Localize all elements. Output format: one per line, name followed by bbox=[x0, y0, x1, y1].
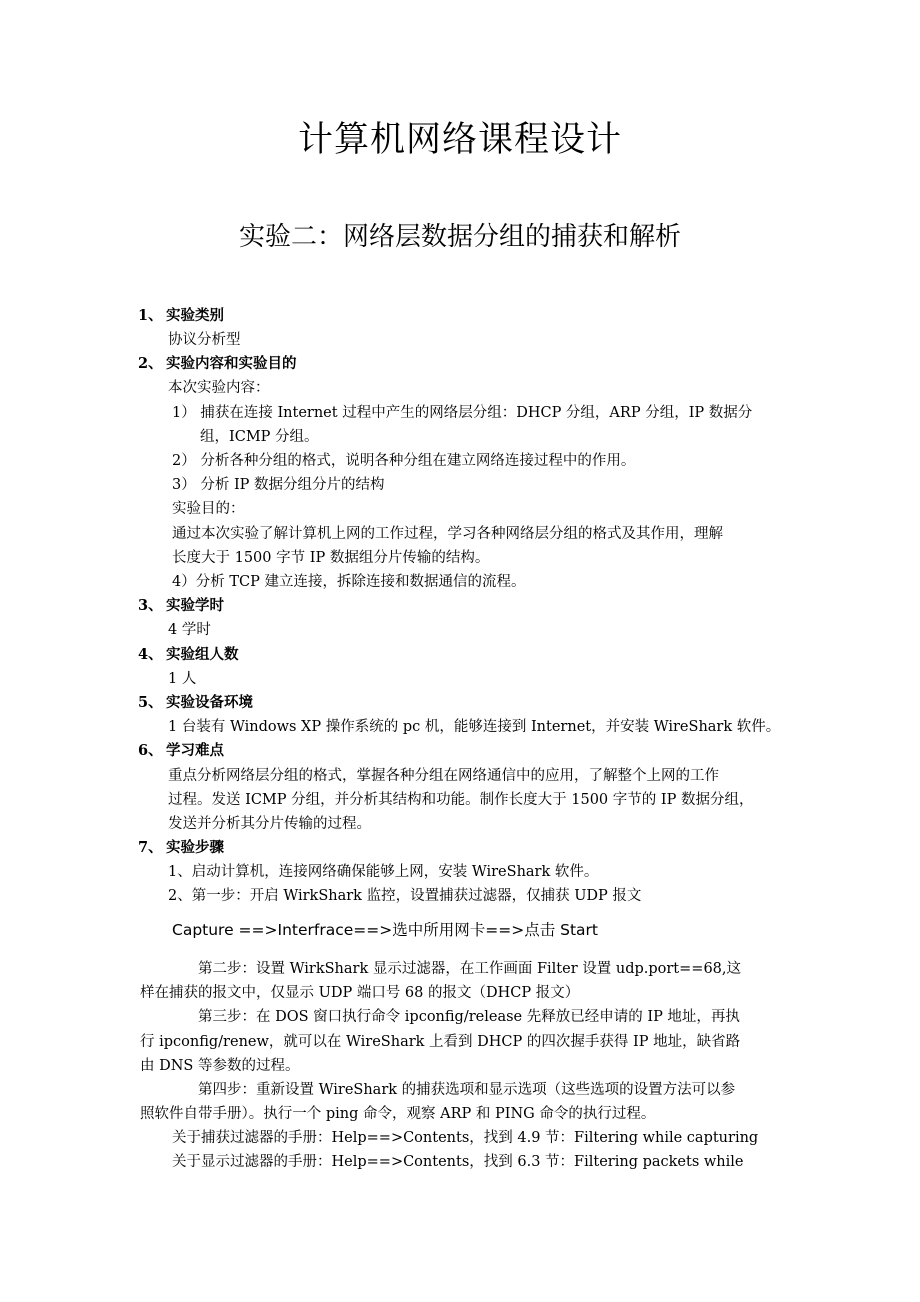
content-item-3: 3） 分析 IP 数据分组分片的结构 bbox=[172, 477, 385, 493]
section-number: 3、 bbox=[138, 597, 163, 614]
section-body-1: 协议分析型 bbox=[168, 332, 241, 348]
section-heading-7 bbox=[138, 839, 224, 857]
content-item-4: 4）分析 TCP 建立连接，拆除连接和数据通信的流程。 bbox=[172, 574, 526, 590]
manual-display-filter: 关于显示过滤器的手册：Help==>Contents，找到 6.3 节：Filtering packets while bbox=[172, 1154, 744, 1170]
section-body-3: 4 学时 bbox=[168, 622, 211, 638]
section-heading-4 bbox=[138, 646, 239, 664]
step-dos-command: 第三步：在 DOS 窗口执行命令 ipconfig/release 先释放已经申请的 IP 地址，再执 bbox=[198, 1009, 740, 1025]
step-ping: 第四步：重新设置 WireShark 的捕获选项和显示选项（这些选项的设置方法可以参 bbox=[198, 1082, 736, 1098]
section-title: 实验组人数 bbox=[166, 646, 239, 663]
purpose-text-cont: 长度大于 1500 字节 IP 数据组分片传输的结构。 bbox=[172, 550, 490, 566]
difficulty-text-3: 发送并分析其分片传输的过程。 bbox=[168, 816, 371, 832]
section-heading-6 bbox=[138, 742, 224, 760]
section-heading-2 bbox=[138, 355, 297, 373]
step-display-filter: 第二步：设置 WirkShark 显示过滤器，在工作画面 Filter 设置 udp.port==68,这 bbox=[198, 961, 741, 977]
purpose-label: 实验目的： bbox=[172, 501, 245, 517]
section-title: 实验学时 bbox=[166, 597, 224, 614]
section-title: 实验设备环境 bbox=[166, 694, 253, 711]
difficulty-text: 重点分析网络层分组的格式，掌握各种分组在网络通信中的应用，了解整个上网的工作 bbox=[168, 768, 719, 784]
section-body-5: 1 台装有 Windows XP 操作系统的 pc 机，能够连接到 Internet，并安装 WireShark 软件。 bbox=[168, 719, 781, 735]
step-1: 1、启动计算机，连接网络确保能够上网，安装 WireShark 软件。 bbox=[168, 864, 599, 880]
content-item-2: 2） 分析各种分组的格式，说明各种分组在建立网络连接过程中的作用。 bbox=[172, 453, 636, 469]
section-heading-5 bbox=[138, 694, 253, 712]
step-ping-cont: 照软件自带手册）。执行一个 ping 命令，观察 ARP 和 PING 命令的执行过程。 bbox=[140, 1106, 656, 1122]
section-number: 2、 bbox=[138, 355, 163, 372]
section-heading-1 bbox=[138, 307, 224, 325]
section-title: 学习难点 bbox=[166, 742, 224, 759]
difficulty-text-2: 过程。发送 ICMP 分组，并分析其结构和功能。制作长度大于 1500 字节的 IP 数据分组， bbox=[168, 792, 754, 808]
section-title: 实验步骤 bbox=[166, 839, 224, 856]
content-intro: 本次实验内容： bbox=[168, 380, 270, 396]
section-heading-3 bbox=[138, 597, 224, 615]
step-display-filter-cont: 样在捕获的报文中，仅显示 UDP 端口号 68 的报文（DHCP 报文） bbox=[140, 985, 580, 1001]
step-dos-command-cont-2: 由 DNS 等参数的过程。 bbox=[140, 1058, 300, 1074]
document-subtitle: 实验二：网络层数据分组的捕获和解析 bbox=[238, 222, 681, 252]
section-number: 1、 bbox=[138, 307, 163, 324]
content-item-1: 1） 捕获在连接 Internet 过程中产生的网络层分组：DHCP 分组，ARP 分组，IP 数据分 bbox=[172, 405, 753, 421]
step-dos-command-cont: 行 ipconfig/renew，就可以在 WireShark 上看到 DHCP 的四次握手获得 IP 地址，缺省路 bbox=[140, 1034, 741, 1050]
section-body-4: 1 人 bbox=[168, 671, 197, 687]
section-number: 7、 bbox=[138, 839, 163, 856]
section-number: 6、 bbox=[138, 742, 163, 759]
section-title: 实验内容和实验目的 bbox=[166, 355, 297, 372]
section-number: 5、 bbox=[138, 694, 163, 711]
step-2: 2、第一步：开启 WirkShark 监控，设置捕获过滤器，仅捕获 UDP 报文 bbox=[168, 888, 642, 904]
document-title: 计算机网络课程设计 bbox=[297, 120, 622, 160]
capture-path: Capture ==>Interfrace==>选中所用网卡==>点击 Start bbox=[172, 921, 599, 939]
manual-capture-filter: 关于捕获过滤器的手册：Help==>Contents，找到 4.9 节：Filtering while capturing bbox=[172, 1130, 759, 1146]
purpose-text: 通过本次实验了解计算机上网的工作过程，学习各种网络层分组的格式及其作用，理解 bbox=[172, 526, 723, 542]
section-title: 实验类别 bbox=[166, 307, 224, 324]
section-number: 4、 bbox=[138, 646, 163, 663]
content-item-1-cont: 组，ICMP 分组。 bbox=[200, 429, 319, 445]
